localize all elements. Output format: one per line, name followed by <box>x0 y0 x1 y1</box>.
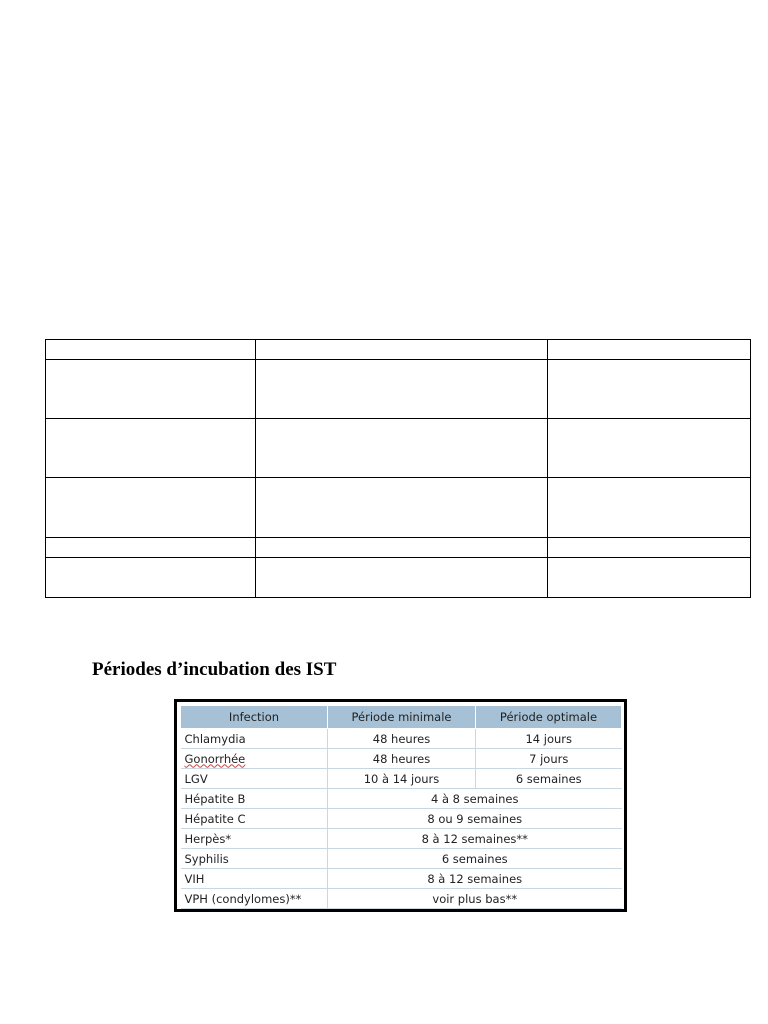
table-row <box>181 869 622 889</box>
infection-cell: Hépatite C <box>181 809 328 829</box>
empty-table-row <box>46 478 751 538</box>
empty-table-row <box>46 419 751 478</box>
combined-period-cell: 8 à 12 semaines <box>328 869 622 889</box>
combined-period-cell: 8 à 12 semaines** <box>328 829 622 849</box>
infection-cell: VPH (condylomes)** <box>181 889 328 909</box>
optimale-cell: 14 jours <box>476 729 622 749</box>
minimale-cell: 10 à 14 jours <box>328 769 476 789</box>
table-row <box>181 889 622 909</box>
infection-cell: LGV <box>181 769 328 789</box>
empty-table-row <box>46 360 751 419</box>
incubation-table-image <box>174 699 627 912</box>
infection-cell: Hépatite B <box>181 789 328 809</box>
empty-table-row <box>46 340 751 360</box>
table-row <box>181 769 622 789</box>
table-header-row <box>181 706 622 729</box>
table-row <box>181 749 622 769</box>
optimale-cell: 7 jours <box>476 749 622 769</box>
section-title: Périodes d’incubation des IST <box>92 659 337 680</box>
infection-cell: Herpès* <box>181 829 328 849</box>
empty-table-row <box>46 558 751 598</box>
infection-cell <box>181 749 328 769</box>
table-row <box>181 829 622 849</box>
combined-period-cell: voir plus bas** <box>328 889 622 909</box>
header-periode-optimale: Période optimale <box>476 706 622 729</box>
table-row <box>181 729 622 749</box>
optimale-cell: 6 semaines <box>476 769 622 789</box>
infection-cell: VIH <box>181 869 328 889</box>
combined-period-cell: 6 semaines <box>328 849 622 869</box>
combined-period-cell: 8 ou 9 semaines <box>328 809 622 829</box>
infection-cell: Syphilis <box>181 849 328 869</box>
table-row <box>181 849 622 869</box>
empty-outline-table <box>45 339 751 598</box>
infection-cell: Chlamydia <box>181 729 328 749</box>
table-row <box>181 789 622 809</box>
incubation-table <box>180 705 622 909</box>
combined-period-cell: 4 à 8 semaines <box>328 789 622 809</box>
empty-table-row <box>46 538 751 558</box>
spellcheck-word: Gonorrhée <box>184 751 246 766</box>
header-periode-minimale: Période minimale <box>328 706 476 729</box>
minimale-cell: 48 heures <box>328 749 476 769</box>
minimale-cell: 48 heures <box>328 729 476 749</box>
table-row <box>181 809 622 829</box>
header-infection: Infection <box>181 706 328 729</box>
